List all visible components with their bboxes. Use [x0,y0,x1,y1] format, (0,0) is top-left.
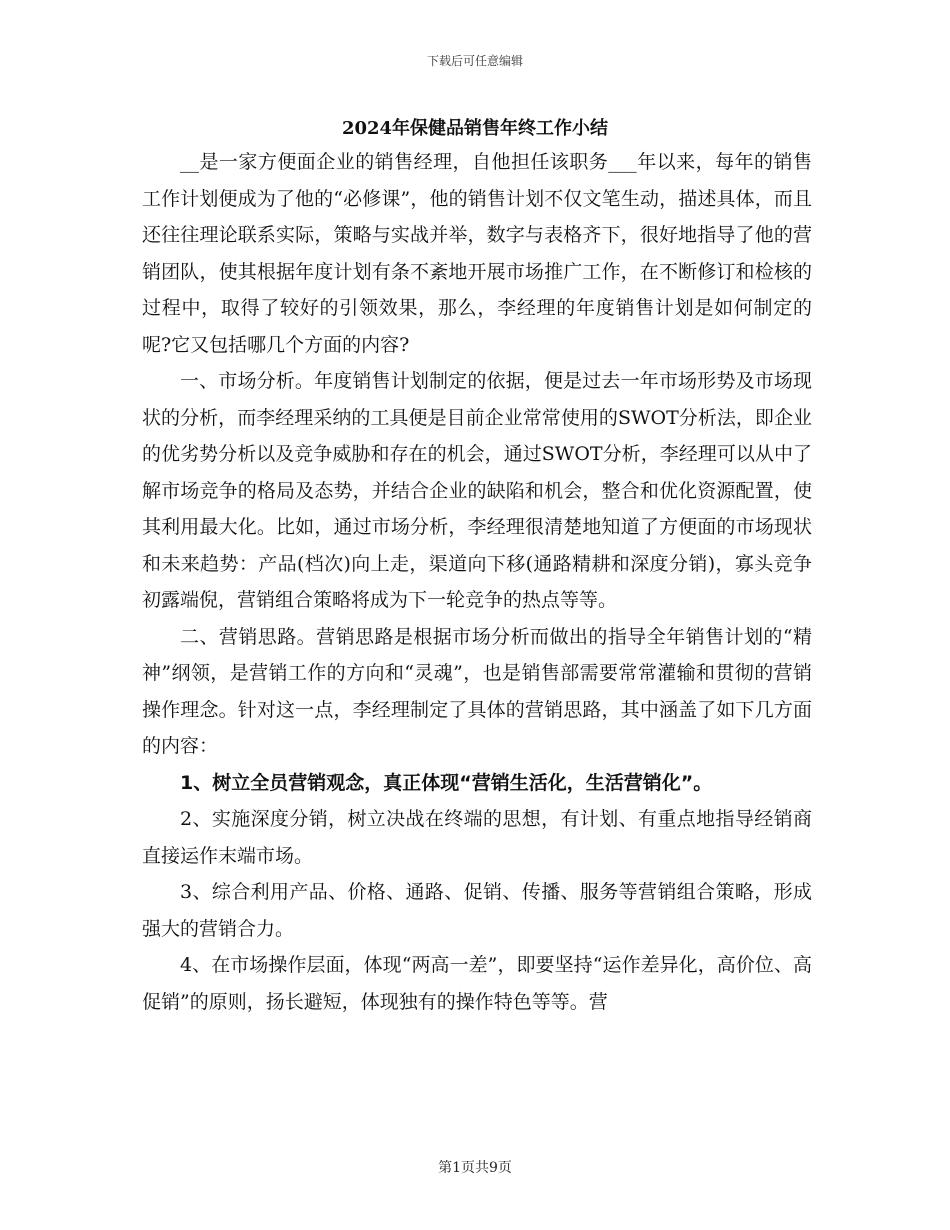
paragraph-intro: __是一家方便面企业的销售经理，自他担任该职务___年以来，每年的销售工作计划便成为了他的“必修课”，他的销售计划不仅文笔生动，描述具体，而且还往往理论联系实际，策略与实战并举，数字与表格齐下，很好地指导了他的营销团队，使其根据年度计划有条不紊地开展市场推广工作，在不断修订和检核的过程中，取得了较好的引领效果，那么，李经理的年度销售计划是如何制定的呢?它又包括哪几个方面的内容? [142,151,812,356]
header-note: 下载后可任意编辑 [426,54,523,68]
page-number: 第1页共9页 [438,1160,512,1176]
list-item-1: 1、树立全员营销观念，真正体现“营销生活化，生活营销化”。 [180,771,713,794]
list-item-4: 4、在市场操作层面，体现“两高一差”，即要坚持“运作差异化，高价位、高促销”的原则，扬长避短，体现独有的操作特色等等。营 [142,954,812,1013]
document-title: 2024年保健品销售年终工作小结 [341,118,609,139]
document-body [142,144,812,1020]
list-item-2: 2、实施深度分销，树立决战在终端的思想，有计划、有重点地指导经销商直接运作末端市场。 [142,808,812,867]
list-item-3: 3、综合利用产品、价格、通路、促销、传播、服务等营销组合策略，形成强大的营销合力。 [142,881,812,940]
paragraph-market-analysis: 一、市场分析。年度销售计划制定的依据，便是过去一年市场形势及市场现状的分析，而李经理采纳的工具便是目前企业常常使用的SWOT分析法，即企业的优劣势分析以及竞争威胁和存在的机会，通过SWOT分析，李经理可以从中了解市场竞争的格局及态势，并结合企业的缺陷和机会，整合和优化资源配置，使其利用最大化。比如，通过市场分析，李经理很清楚地知道了方便面的市场现状和未来趋势：产品(档次)向上走，渠道向下移(通路精耕和深度分销)，寡头竞争初露端倪，营销组合策略将成为下一轮竞争的热点等等。 [142,370,812,611]
paragraph-marketing-ideas: 二、营销思路。营销思路是根据市场分析而做出的指导全年销售计划的“精神”纲领，是营销工作的方向和“灵魂”，也是销售部需要常常灌输和贯彻的营销操作理念。针对这一点，李经理制定了具体的营销思路，其中涵盖了如下几方面的内容： [142,625,812,757]
